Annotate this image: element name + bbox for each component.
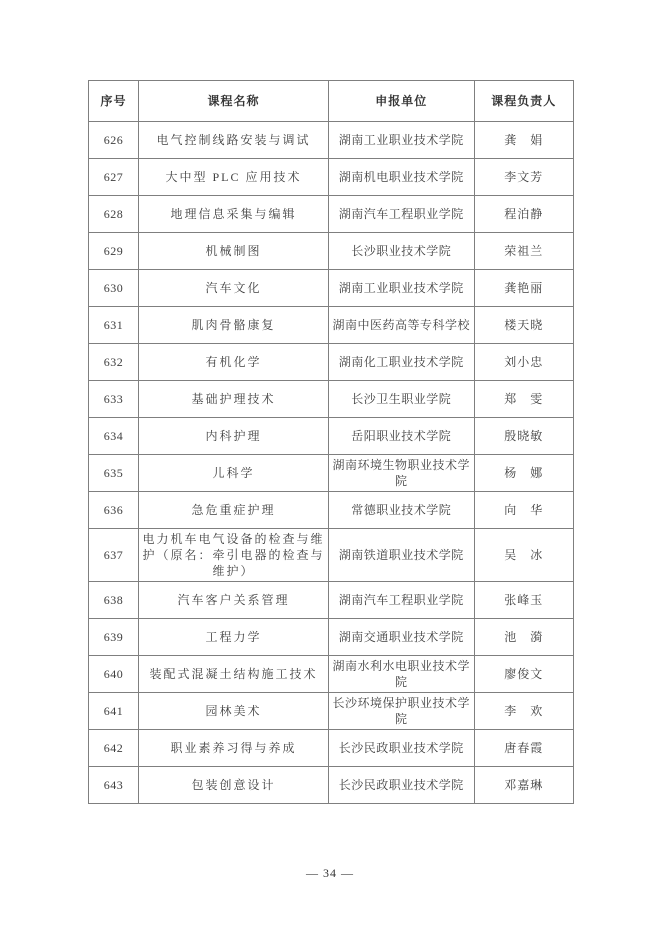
cell-course-name: 汽车客户关系管理 [138, 582, 328, 619]
cell-serial-number: 629 [89, 233, 139, 270]
cell-course-leader: 殷晓敏 [474, 418, 573, 455]
cell-course-leader: 唐春霞 [474, 730, 573, 767]
cell-course-leader: 郑 雯 [474, 381, 573, 418]
cell-applicant-organization: 湖南汽车工程职业学院 [329, 582, 475, 619]
cell-course-leader: 邓嘉琳 [474, 767, 573, 804]
cell-serial-number: 634 [89, 418, 139, 455]
cell-course-name: 大中型 PLC 应用技术 [138, 159, 328, 196]
table-row [89, 233, 574, 270]
cell-applicant-organization: 长沙环境保护职业技术学院 [329, 693, 475, 730]
cell-course-name: 内科护理 [138, 418, 328, 455]
table-row [89, 159, 574, 196]
table-row [89, 381, 574, 418]
cell-serial-number: 628 [89, 196, 139, 233]
cell-course-leader: 杨 娜 [474, 455, 573, 492]
cell-applicant-organization: 湖南机电职业技术学院 [329, 159, 475, 196]
cell-course-leader: 李 欢 [474, 693, 573, 730]
cell-applicant-organization: 长沙职业技术学院 [329, 233, 475, 270]
cell-applicant-organization: 湖南交通职业技术学院 [329, 619, 475, 656]
header-course-leader: 课程负责人 [474, 81, 573, 122]
cell-course-name: 园林美术 [138, 693, 328, 730]
cell-serial-number: 642 [89, 730, 139, 767]
header-course-name: 课程名称 [138, 81, 328, 122]
cell-serial-number: 641 [89, 693, 139, 730]
cell-applicant-organization: 湖南铁道职业技术学院 [329, 529, 475, 582]
header-applicant-organization: 申报单位 [329, 81, 475, 122]
cell-course-name: 工程力学 [138, 619, 328, 656]
course-table [88, 80, 574, 804]
cell-course-leader: 李文芳 [474, 159, 573, 196]
cell-serial-number: 635 [89, 455, 139, 492]
table-row [89, 656, 574, 693]
cell-applicant-organization: 湖南工业职业技术学院 [329, 122, 475, 159]
table-row [89, 693, 574, 730]
cell-course-leader: 荣祖兰 [474, 233, 573, 270]
table-row [89, 418, 574, 455]
cell-serial-number: 636 [89, 492, 139, 529]
cell-course-leader: 龚 娟 [474, 122, 573, 159]
table-row [89, 122, 574, 159]
cell-applicant-organization: 湖南水利水电职业技术学院 [329, 656, 475, 693]
table-row [89, 582, 574, 619]
cell-course-leader: 张峰玉 [474, 582, 573, 619]
cell-applicant-organization: 湖南化工职业技术学院 [329, 344, 475, 381]
cell-serial-number: 640 [89, 656, 139, 693]
cell-course-leader: 廖俊文 [474, 656, 573, 693]
cell-course-name: 肌肉骨骼康复 [138, 307, 328, 344]
cell-serial-number: 643 [89, 767, 139, 804]
table-body [89, 122, 574, 804]
table-row [89, 344, 574, 381]
cell-applicant-organization: 湖南环境生物职业技术学院 [329, 455, 475, 492]
cell-serial-number: 626 [89, 122, 139, 159]
page-number: — 34 — [306, 866, 354, 880]
cell-applicant-organization: 湖南工业职业技术学院 [329, 270, 475, 307]
cell-course-name: 儿科学 [138, 455, 328, 492]
cell-serial-number: 632 [89, 344, 139, 381]
cell-course-name: 电力机车电气设备的检查与维护（原名：牵引电器的检查与维护） [138, 529, 328, 582]
cell-applicant-organization: 湖南中医药高等专科学校 [329, 307, 475, 344]
cell-course-name: 机械制图 [138, 233, 328, 270]
table-row [89, 730, 574, 767]
cell-course-leader: 程泊静 [474, 196, 573, 233]
cell-course-name: 装配式混凝土结构施工技术 [138, 656, 328, 693]
cell-course-leader: 楼天晓 [474, 307, 573, 344]
table-row [89, 196, 574, 233]
cell-course-name: 急危重症护理 [138, 492, 328, 529]
header-serial-number: 序号 [89, 81, 139, 122]
cell-serial-number: 627 [89, 159, 139, 196]
cell-serial-number: 630 [89, 270, 139, 307]
cell-serial-number: 638 [89, 582, 139, 619]
cell-applicant-organization: 长沙民政职业技术学院 [329, 767, 475, 804]
table-row [89, 270, 574, 307]
cell-course-name: 地理信息采集与编辑 [138, 196, 328, 233]
cell-course-name: 职业素养习得与养成 [138, 730, 328, 767]
cell-applicant-organization: 长沙民政职业技术学院 [329, 730, 475, 767]
cell-course-leader: 池 漪 [474, 619, 573, 656]
table-row [89, 492, 574, 529]
cell-course-name: 汽车文化 [138, 270, 328, 307]
cell-serial-number: 637 [89, 529, 139, 582]
cell-course-name: 有机化学 [138, 344, 328, 381]
table-row [89, 529, 574, 582]
cell-course-name: 基础护理技术 [138, 381, 328, 418]
cell-applicant-organization: 常德职业技术学院 [329, 492, 475, 529]
cell-applicant-organization: 岳阳职业技术学院 [329, 418, 475, 455]
table-header-row [89, 81, 574, 122]
cell-serial-number: 631 [89, 307, 139, 344]
cell-applicant-organization: 湖南汽车工程职业学院 [329, 196, 475, 233]
table-row [89, 619, 574, 656]
table-row [89, 307, 574, 344]
cell-course-name: 包装创意设计 [138, 767, 328, 804]
cell-serial-number: 639 [89, 619, 139, 656]
cell-serial-number: 633 [89, 381, 139, 418]
cell-course-leader: 吴 冰 [474, 529, 573, 582]
cell-course-leader: 龚艳丽 [474, 270, 573, 307]
table-row [89, 767, 574, 804]
cell-applicant-organization: 长沙卫生职业学院 [329, 381, 475, 418]
cell-course-leader: 刘小忠 [474, 344, 573, 381]
cell-course-leader: 向 华 [474, 492, 573, 529]
cell-course-name: 电气控制线路安装与调试 [138, 122, 328, 159]
table-row [89, 455, 574, 492]
